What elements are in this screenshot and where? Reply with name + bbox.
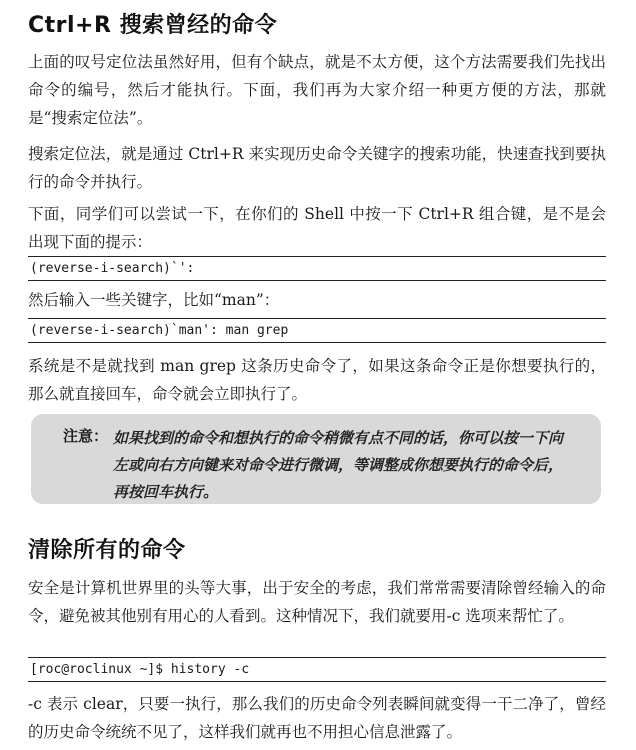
paragraph-enter-keyword: 然后输入一些关键字，比如“man”： bbox=[28, 291, 280, 309]
paragraph-intro: 上面的叹号定位法虽然好用，但有个缺点，就是不太方便，这个方法需要我们先找出命令的编号，然后才能执行。下面，我们再为大家介绍一种更方便的方法，那就是“搜索定位法”。 bbox=[28, 53, 606, 127]
code-block-history-c: [roc@roclinux ~]$ history -c bbox=[28, 657, 606, 682]
paragraph-clear-explained: -c 表示 clear，只要一执行，那么我们的历史命令列表瞬间就变得一干二净了，曾经的历史命令统统不见了，这样我们就再也不用担心信息泄露了。 bbox=[28, 695, 606, 741]
code-block-reverse-search: (reverse-i-search)`': bbox=[28, 256, 606, 281]
code-block-reverse-search-man: (reverse-i-search)`man': man grep bbox=[28, 318, 606, 343]
paragraph-security: 安全是计算机世界里的头等大事，出于安全的考虑，我们常常需要清除曾经输入的命令，避免被其他别有用心的人看到。这种情况下，我们就要用-c 选项来帮忙了。 bbox=[28, 579, 606, 625]
note-text: 如果找到的命令和想执行的命令稍微有点不同的话，你可以按一下向左或向右方向键来对命令进行微调，等调整成你想要执行的命令后，再按回车执行。 bbox=[113, 429, 564, 501]
section-title-clear-all: 清除所有的命令 bbox=[28, 538, 186, 563]
note-label: 注意： bbox=[63, 427, 109, 445]
section-title-ctrl-r: Ctrl+R 搜索曾经的命令 bbox=[28, 13, 278, 38]
paragraph-search-method: 搜索定位法，就是通过 Ctrl+R 来实现历史命令关键字的搜索功能，快速查找到要执行的命令并执行。 bbox=[28, 145, 606, 191]
paragraph-try-ctrl-r: 下面，同学们可以尝试一下，在你们的 Shell 中按一下 Ctrl+R 组合键，是不是会出现下面的提示： bbox=[28, 205, 606, 251]
note-box bbox=[31, 414, 601, 504]
paragraph-found-command: 系统是不是就找到 man grep 这条历史命令了，如果这条命令正是你想要执行的，那么就直接回车，命令就会立即执行了。 bbox=[28, 357, 606, 403]
